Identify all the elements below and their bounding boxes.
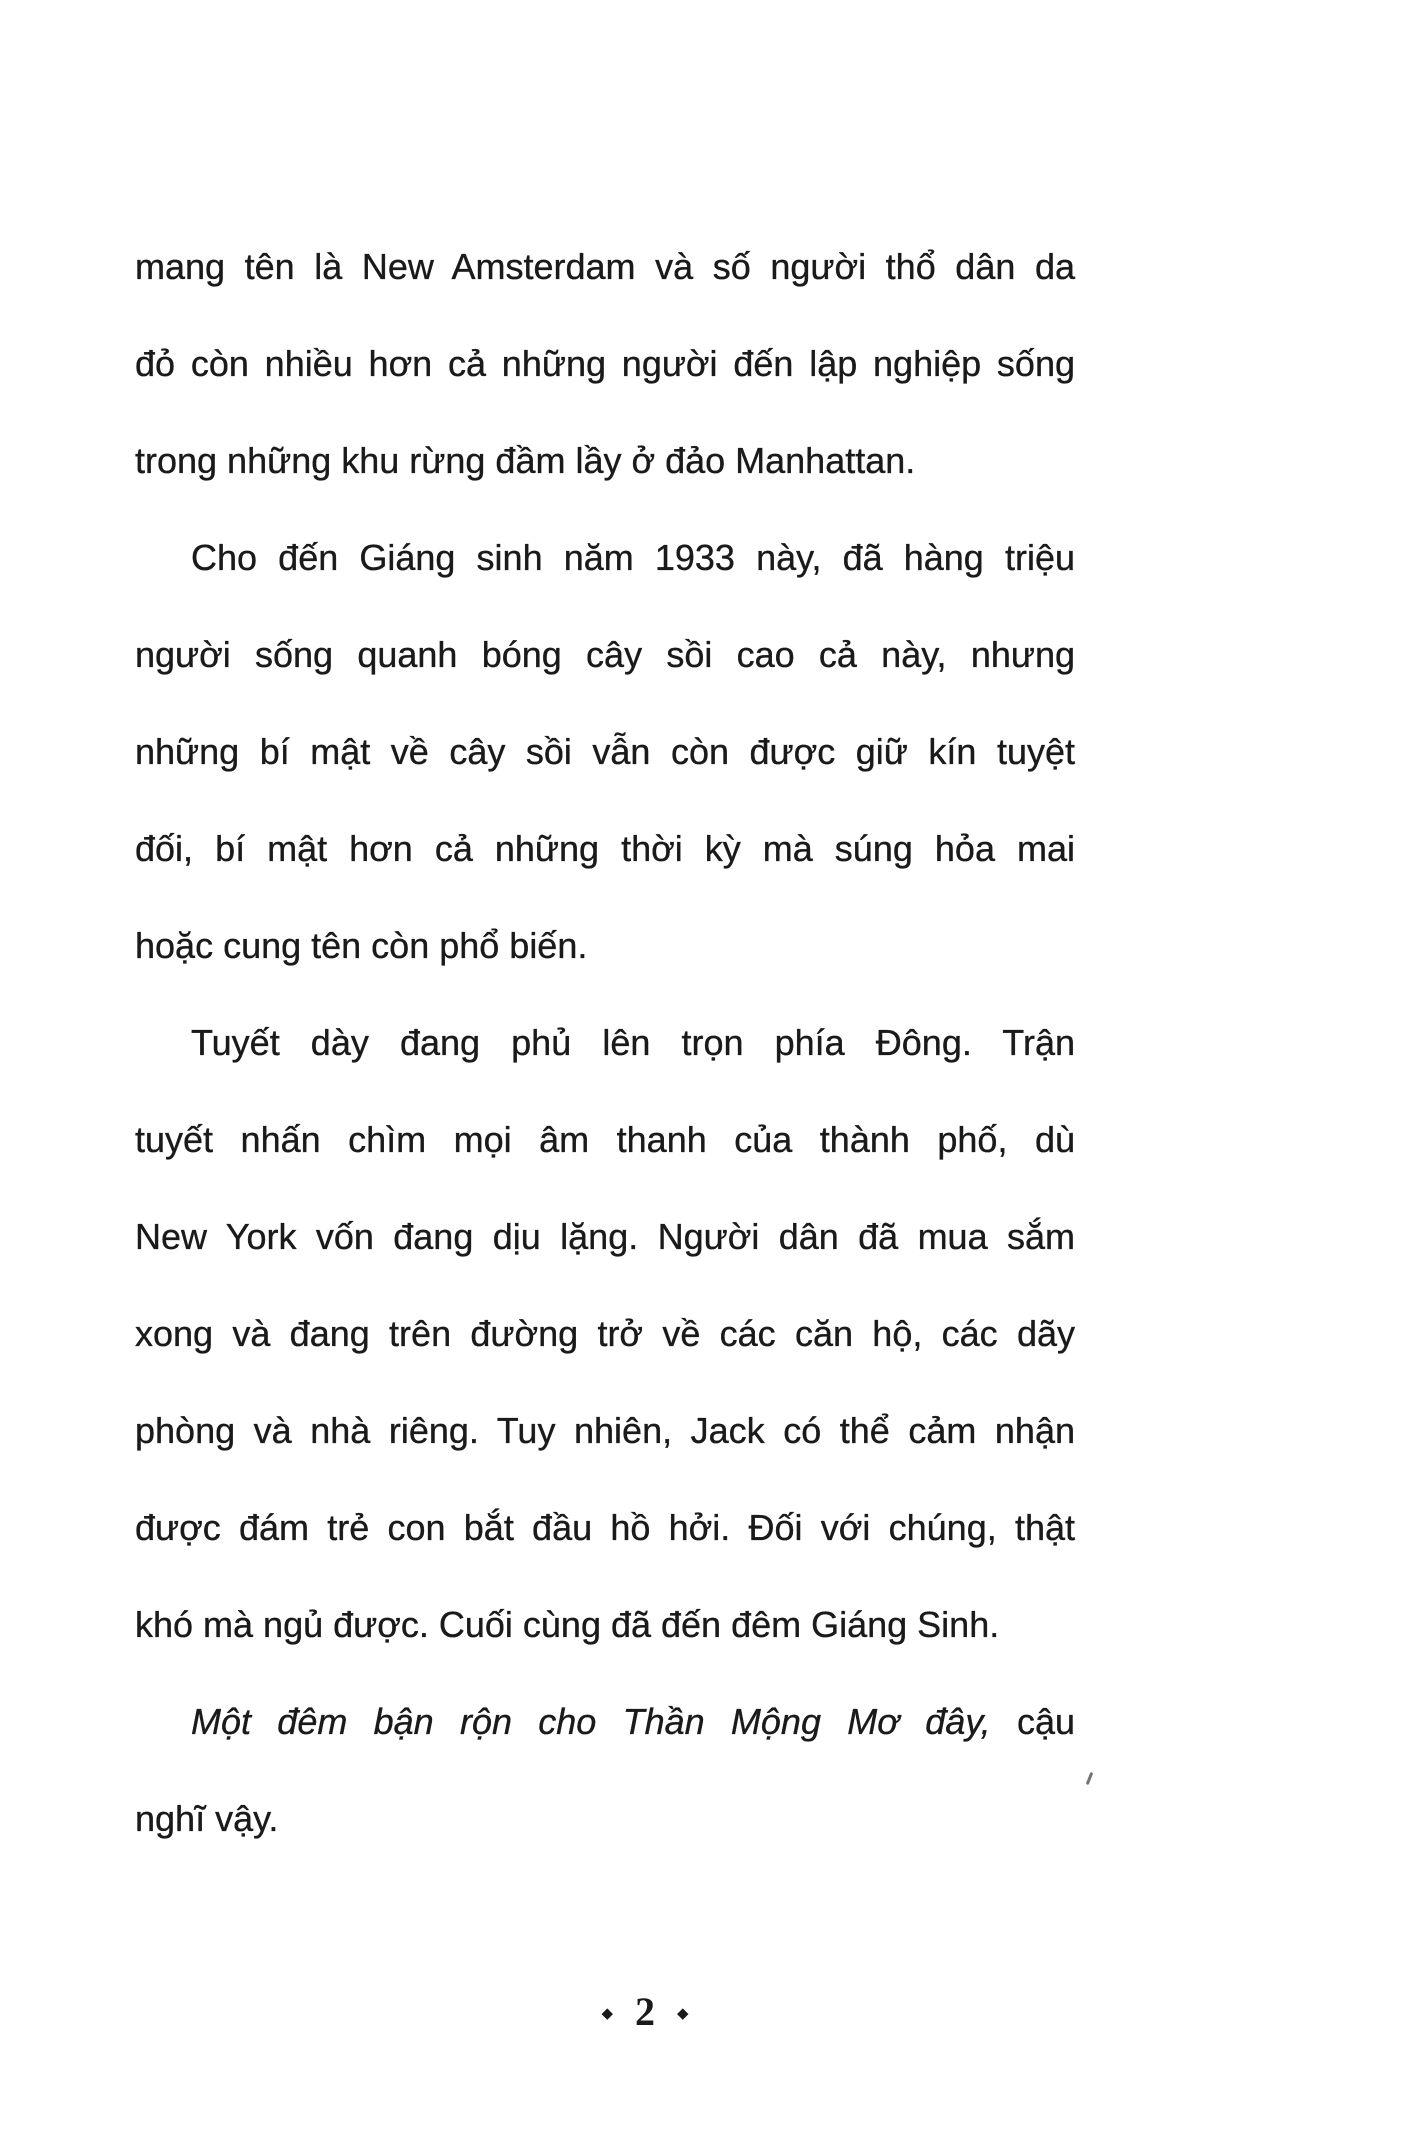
text-line (135, 703, 1075, 800)
text-line (135, 1188, 1075, 1285)
text-segment: khó mà ngủ được. Cuối cùng đã đến đêm Giáng Sinh. (135, 1604, 1000, 1645)
text-segment: đối, bí mật hơn cả những thời kỳ mà súng hỏa mai (135, 828, 1075, 869)
text-line (135, 1091, 1075, 1188)
text-segment: mang tên là New Amsterdam và số người thổ dân da (135, 246, 1075, 287)
text-line (135, 606, 1075, 703)
text-segment: xong và đang trên đường trở về các căn hộ, các dãy (135, 1313, 1075, 1354)
footer-left-ornament-icon: ◆ (601, 2005, 613, 2022)
text-segment: những bí mật về cây sồi vẫn còn được giữ kín tuyệt (135, 731, 1075, 772)
footer-right-ornament-icon: ◆ (677, 2005, 689, 2022)
page-number: 2 (635, 1989, 655, 2034)
text-line (135, 1382, 1075, 1479)
text-line (135, 897, 1075, 994)
text-segment: Cho đến Giáng sinh năm 1933 này, đã hàng triệu (191, 537, 1075, 578)
text-line (135, 1479, 1075, 1576)
text-line (135, 1576, 1075, 1673)
text-segment: người sống quanh bóng cây sồi cao cả này, nhưng (135, 634, 1075, 675)
text-segment: phòng và nhà riêng. Tuy nhiên, Jack có thể cảm nhận (135, 1410, 1075, 1451)
page-text (135, 218, 1075, 1867)
text-line (135, 994, 1075, 1091)
text-segment: New York vốn đang dịu lặng. Người dân đã mua sắm (135, 1216, 1075, 1257)
text-segment: hoặc cung tên còn phổ biến. (135, 925, 588, 966)
text-line (135, 800, 1075, 897)
page-footer (135, 1988, 1115, 2035)
scan-artifact-mark (1086, 1772, 1094, 1785)
text-segment: trong những khu rừng đầm lầy ở đảo Manhattan. (135, 440, 916, 481)
text-segment: cậu (990, 1701, 1075, 1742)
text-line (135, 1285, 1075, 1382)
text-segment: Tuyết dày đang phủ lên trọn phía Đông. Trận (191, 1022, 1075, 1063)
text-line (135, 509, 1075, 606)
text-line (135, 1673, 1075, 1770)
italic-text-segment: Một đêm bận rộn cho Thần Mộng Mơ đây, (191, 1701, 991, 1742)
text-line (135, 218, 1075, 315)
text-line (135, 412, 1075, 509)
text-line (135, 315, 1075, 412)
text-segment: được đám trẻ con bắt đầu hồ hởi. Đối với chúng, thật (135, 1507, 1075, 1548)
text-segment: đỏ còn nhiều hơn cả những người đến lập nghiệp sống (135, 343, 1075, 384)
text-line (135, 1770, 1075, 1867)
text-segment: nghĩ vậy. (135, 1798, 279, 1839)
text-segment: tuyết nhấn chìm mọi âm thanh của thành phố, dù (135, 1119, 1075, 1160)
